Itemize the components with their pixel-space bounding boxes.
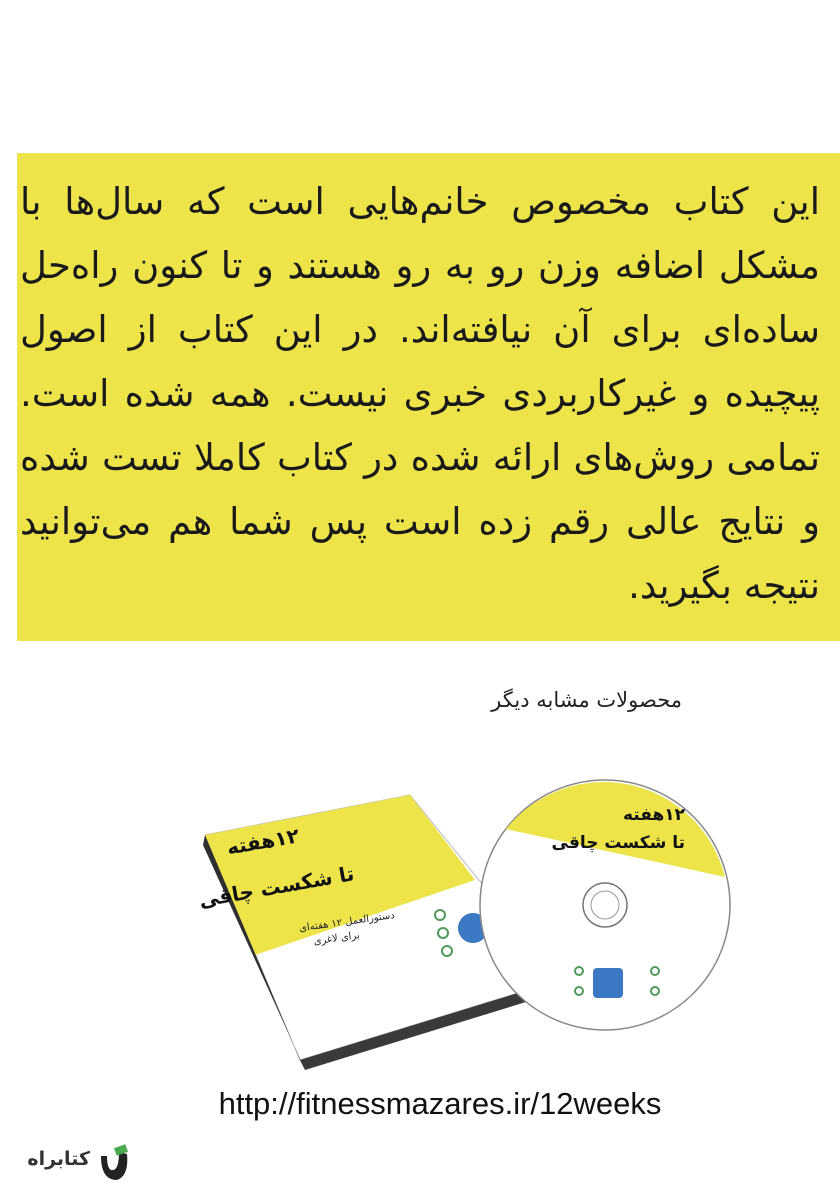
calendar-icon [593,968,623,998]
product-disc [480,780,730,1030]
similar-products-heading: محصولات مشابه دیگر [491,688,682,712]
case-title-line1: ۱۲هفته [224,823,301,860]
case-title-line2: تا شکست چاقی [197,861,356,913]
disc-title-line2: تا شکست چاقی [551,833,685,853]
ketabrah-logo-icon [95,1142,131,1182]
product-url[interactable]: http://fitnessmazares.ir/12weeks [218,1086,662,1121]
ketabrah-logo [20,1140,130,1185]
case-subtitle-line1: دستورالعمل ۱۲ هفته‌ای [298,910,396,935]
product-image[interactable] [175,770,745,1070]
disc-title-line1: ۱۲هفته [622,805,685,825]
case-subtitle-line2: برای لاغری [312,930,361,948]
description-text: این کتاب مخصوص خانم‌هایی است که سال‌ها با مشکل اضافه وزن رو به رو هستند و تا کنون راه‌حل ساده‌ای برای آن نیافته‌اند. در این کتاب از اصول پیچیده و غیرکاربردی خبری نیست. همه شده است. تمامی روش‌های ارائه شده در کتاب کاملا تست شده و نتایج عالی رقم زده است پس شما هم می‌توانید نتیجه بگیرید. [20,180,820,607]
logo-text: کتابراه [27,1148,90,1170]
